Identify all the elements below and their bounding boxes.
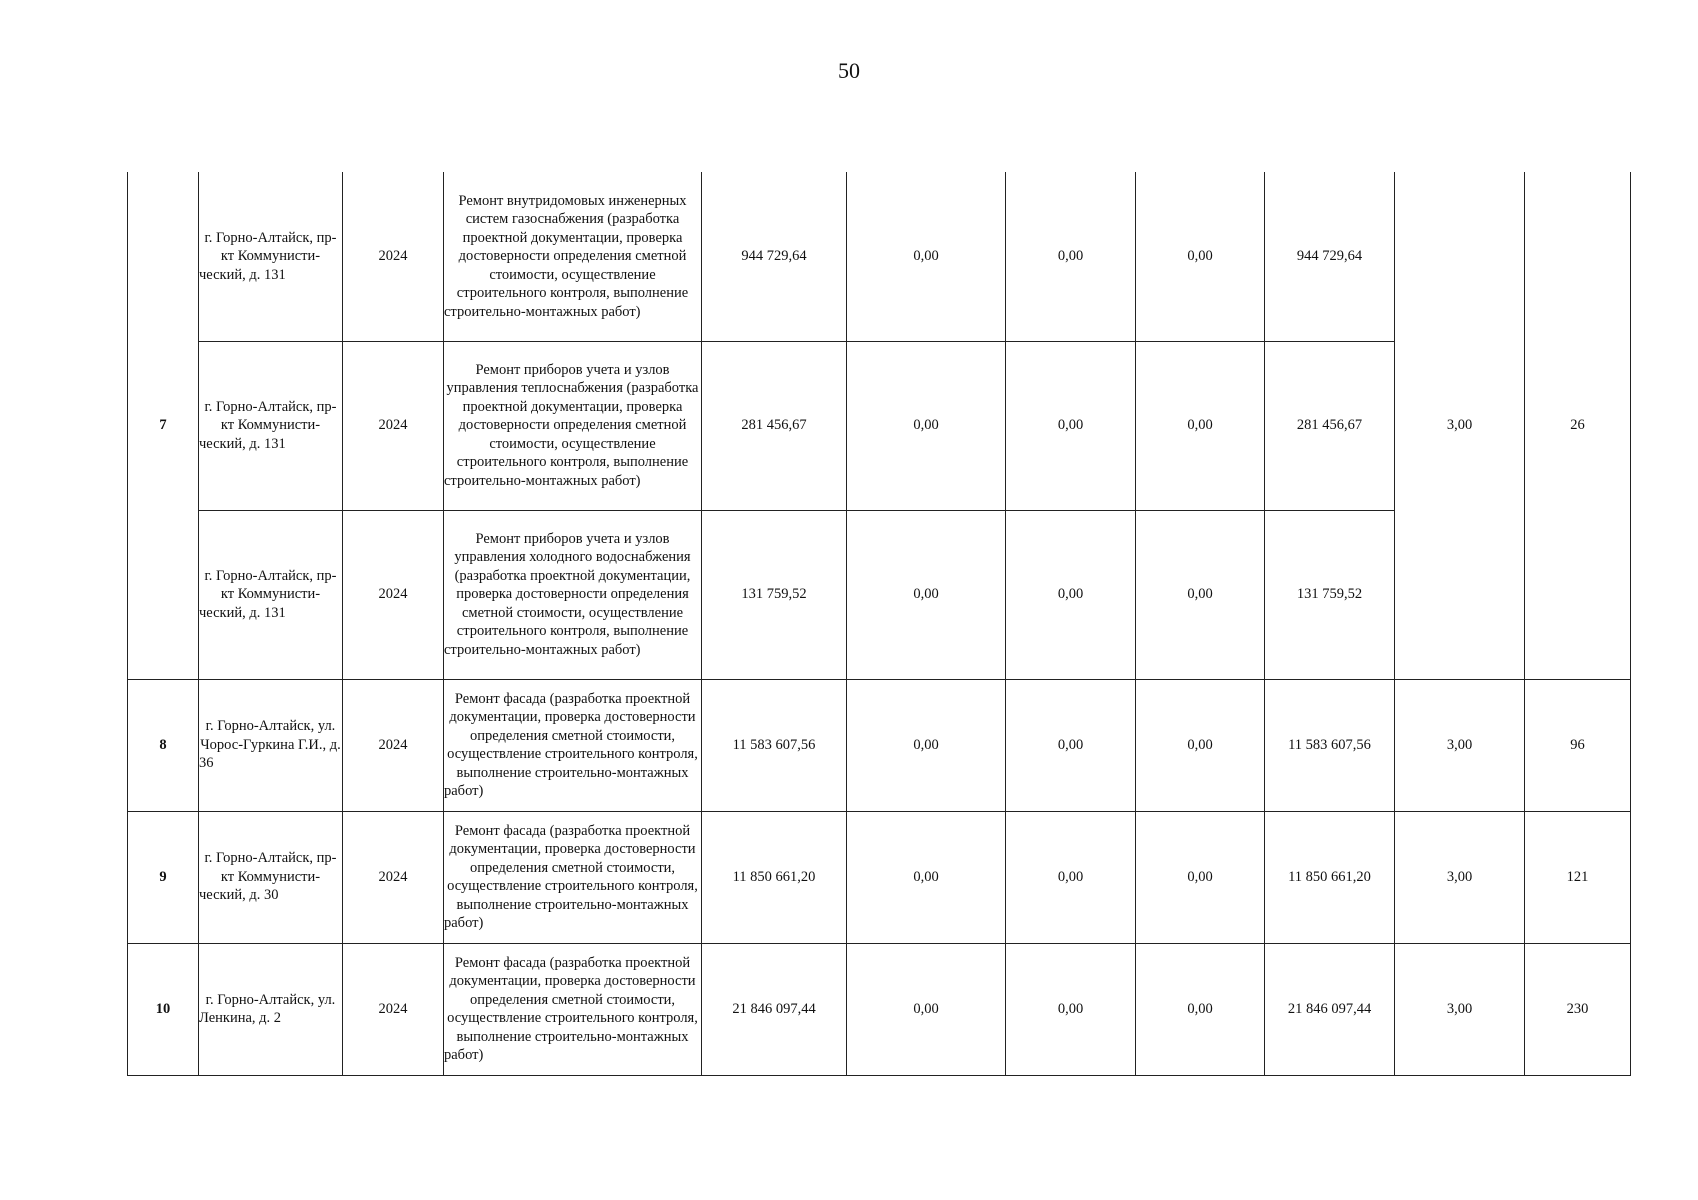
amount-cell: 0,00 xyxy=(847,172,1006,341)
amount-cell: 0,00 xyxy=(1136,172,1265,341)
table-row xyxy=(128,943,1631,1075)
address-cell: г. Горно-Алтайск, пр-кт Коммунисти-ческий, д. 131 xyxy=(199,510,343,679)
work-description-cell: Ремонт внутридомовых инженерных систем газоснабжения (разработка проектной документации, проверка достоверности определения сметной стоимости, осуществление строительного контроля, выполнение строительно-монтажных работ) xyxy=(444,172,702,341)
last-value-cell: 26 xyxy=(1525,172,1631,679)
year-cell: 2024 xyxy=(343,943,444,1075)
work-description-cell: Ремонт приборов учета и узлов управления теплоснабжения (разработка проектной документации, проверка достоверности определения сметной стоимости, осуществление строительного контроля, выполнение строительно-монтажных работ) xyxy=(444,341,702,510)
total-cell: 281 456,67 xyxy=(1265,341,1395,510)
table-row xyxy=(128,679,1631,811)
row-number: 8 xyxy=(128,679,199,811)
amount-cell: 0,00 xyxy=(1136,341,1265,510)
amount-cell: 0,00 xyxy=(847,341,1006,510)
year-cell: 2024 xyxy=(343,172,444,341)
work-description-cell: Ремонт фасада (разработка проектной документации, проверка достоверности определения сметной стоимости, осуществление строительного контроля, выполнение строительно-монтажных работ) xyxy=(444,811,702,943)
amount-cell: 0,00 xyxy=(847,510,1006,679)
cost-cell: 281 456,67 xyxy=(702,341,847,510)
table-row xyxy=(128,172,1631,341)
cost-cell: 11 583 607,56 xyxy=(702,679,847,811)
address-cell: г. Горно-Алтайск, ул. Чорос-Гуркина Г.И., д. 36 xyxy=(199,679,343,811)
work-description-cell: Ремонт фасада (разработка проектной документации, проверка достоверности определения сметной стоимости, осуществление строительного контроля, выполнение строительно-монтажных работ) xyxy=(444,679,702,811)
amount-cell: 0,00 xyxy=(1006,341,1136,510)
total-cell: 11 850 661,20 xyxy=(1265,811,1395,943)
total-cell: 11 583 607,56 xyxy=(1265,679,1395,811)
row-number: 9 xyxy=(128,811,199,943)
rate-cell: 3,00 xyxy=(1395,811,1525,943)
year-cell: 2024 xyxy=(343,679,444,811)
table-row xyxy=(128,811,1631,943)
address-cell: г. Горно-Алтайск, пр-кт Коммунисти-ческий, д. 131 xyxy=(199,341,343,510)
program-table xyxy=(127,172,1631,1076)
cost-cell: 944 729,64 xyxy=(702,172,847,341)
amount-cell: 0,00 xyxy=(1006,510,1136,679)
amount-cell: 0,00 xyxy=(1006,679,1136,811)
address-cell: г. Горно-Алтайск, ул. Ленкина, д. 2 xyxy=(199,943,343,1075)
amount-cell: 0,00 xyxy=(1136,679,1265,811)
rate-cell: 3,00 xyxy=(1395,172,1525,679)
row-number: 7 xyxy=(128,172,199,679)
last-value-cell: 121 xyxy=(1525,811,1631,943)
page-number: 50 xyxy=(838,58,860,83)
work-description-cell: Ремонт приборов учета и узлов управления холодного водоснабжения (разработка проектной документации, проверка достоверности определения сметной стоимости, осуществление строительного контроля, выполнение строительно-монтажных работ) xyxy=(444,510,702,679)
total-cell: 944 729,64 xyxy=(1265,172,1395,341)
amount-cell: 0,00 xyxy=(847,943,1006,1075)
amount-cell: 0,00 xyxy=(847,811,1006,943)
year-cell: 2024 xyxy=(343,341,444,510)
amount-cell: 0,00 xyxy=(1006,943,1136,1075)
amount-cell: 0,00 xyxy=(1006,811,1136,943)
amount-cell: 0,00 xyxy=(1136,943,1265,1075)
work-description-cell: Ремонт фасада (разработка проектной документации, проверка достоверности определения сметной стоимости, осуществление строительного контроля, выполнение строительно-монтажных работ) xyxy=(444,943,702,1075)
last-value-cell: 230 xyxy=(1525,943,1631,1075)
amount-cell: 0,00 xyxy=(847,679,1006,811)
year-cell: 2024 xyxy=(343,510,444,679)
total-cell: 21 846 097,44 xyxy=(1265,943,1395,1075)
cost-cell: 21 846 097,44 xyxy=(702,943,847,1075)
amount-cell: 0,00 xyxy=(1136,811,1265,943)
amount-cell: 0,00 xyxy=(1136,510,1265,679)
rate-cell: 3,00 xyxy=(1395,679,1525,811)
rate-cell: 3,00 xyxy=(1395,943,1525,1075)
amount-cell: 0,00 xyxy=(1006,172,1136,341)
row-number: 10 xyxy=(128,943,199,1075)
total-cell: 131 759,52 xyxy=(1265,510,1395,679)
address-cell: г. Горно-Алтайск, пр-кт Коммунисти-ческий, д. 131 xyxy=(199,172,343,341)
address-cell: г. Горно-Алтайск, пр-кт Коммунисти-ческий, д. 30 xyxy=(199,811,343,943)
cost-cell: 11 850 661,20 xyxy=(702,811,847,943)
last-value-cell: 96 xyxy=(1525,679,1631,811)
year-cell: 2024 xyxy=(343,811,444,943)
cost-cell: 131 759,52 xyxy=(702,510,847,679)
